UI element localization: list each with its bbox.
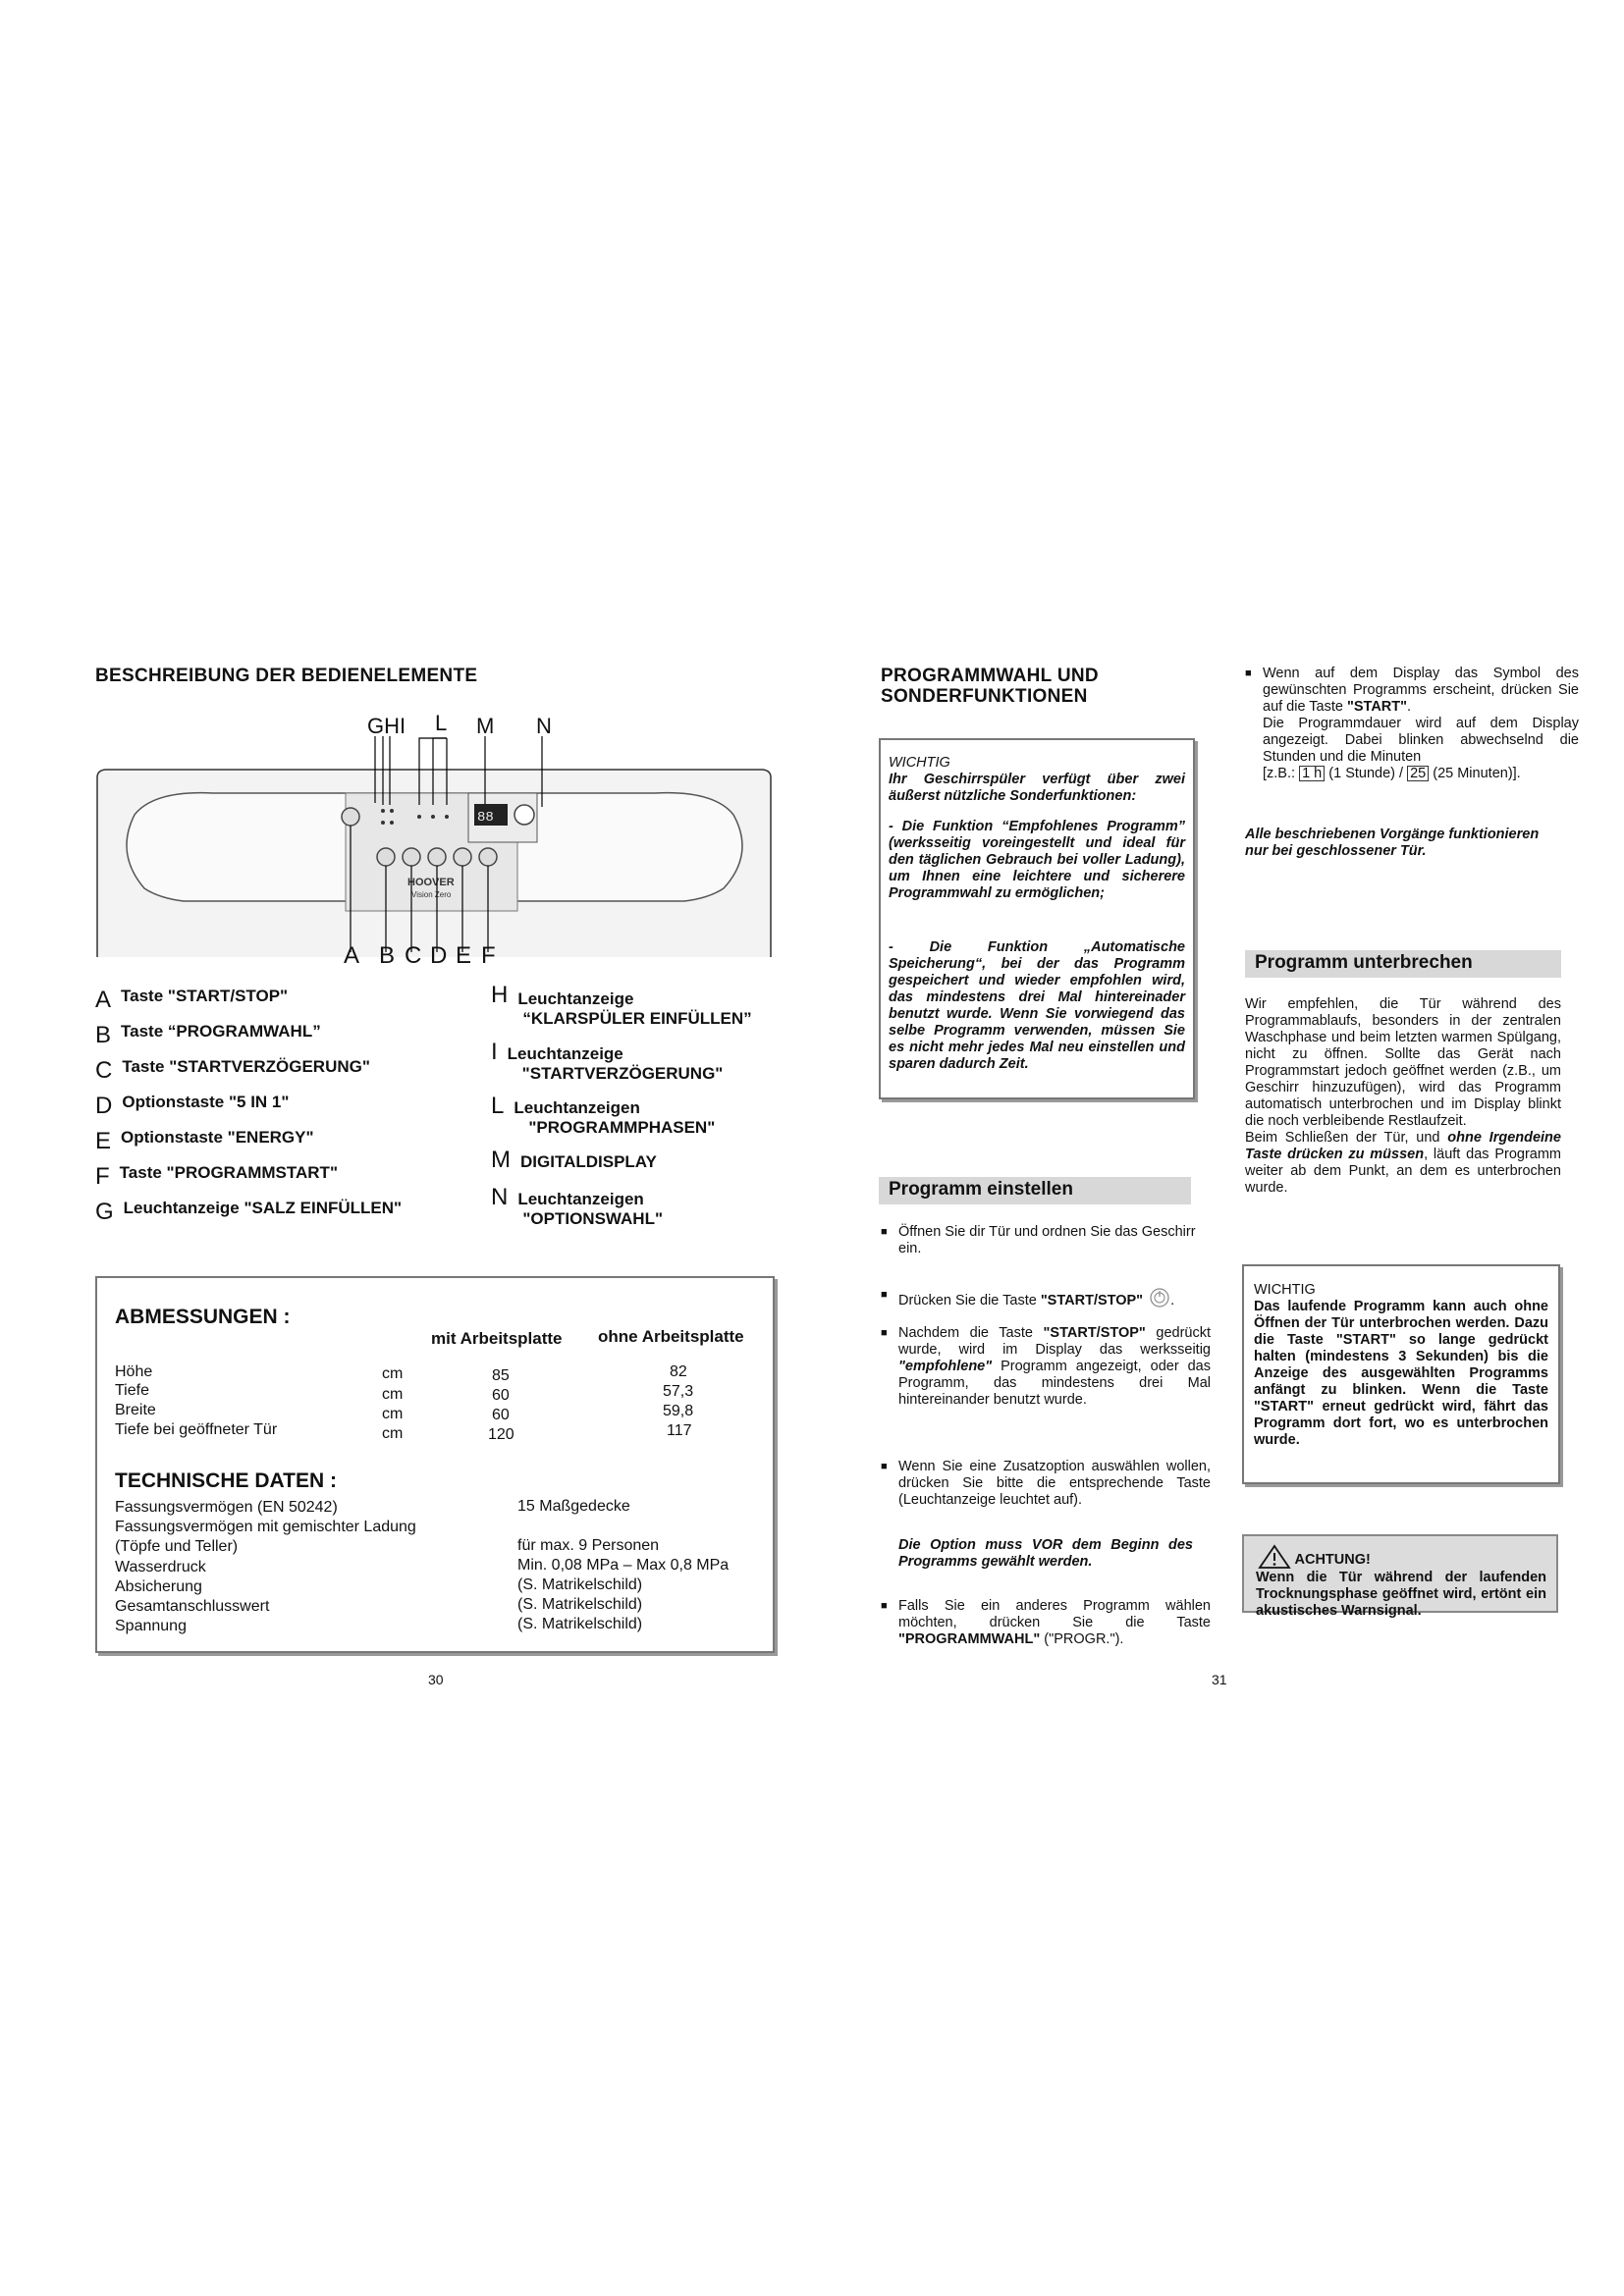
tech-value: (S. Matrikelschild) [517, 1596, 643, 1613]
legend-e: E Optionstaste "ENERGY" [95, 1128, 314, 1154]
dims-v2: 82 [670, 1363, 687, 1380]
dims-v1: 60 [492, 1407, 510, 1423]
dims-unit: cm [382, 1425, 404, 1442]
wichtig-p2: - Die Funktion „Automatische Speicherung“, bei der das Programm gespeichert und wieder empfohlen wird, das mindestens drei Mal hintereinader benutzt wurde. Wenn Sie vorwiegend das selbe Programm verwenden, müssen Sie es nicht mehr jedes Mal neu einstellen und sparen dadurch Zeit. [889, 939, 1185, 1072]
closed-door-note: Alle beschriebenen Vorgänge funktionieren nur bei geschlossener Tür. [1245, 827, 1540, 859]
start-stop-button-icon [342, 808, 359, 826]
legend-i: I Leuchtanzeige "STARTVERZÖGERUNG" [491, 1039, 724, 1083]
bullet-1: ■ Öffnen Sie dir Tür und ordnen Sie das Geschirr ein. [881, 1224, 1211, 1257]
wichtig-box-1 [879, 738, 1195, 1099]
bullet-3: ■ Nachdem die Taste "START/STOP" gedrückt wurde, wird im Display das werksseitig "empfohlene" Programm angezeigt, oder das Programm, das mindestens drei Mal hintereinander benutzt wurde. [881, 1325, 1211, 1409]
dims-unit: cm [382, 1386, 404, 1403]
wichtig-label-2: WICHTIG [1254, 1282, 1316, 1298]
warning-icon [1258, 1544, 1291, 1570]
label-d: D [430, 942, 448, 969]
start-stop-icon [1149, 1287, 1170, 1308]
section-programm-unterbrechen: Programm unterbrechen [1245, 950, 1561, 978]
legend-l: L Leuchtanzeigen "PROGRAMMPHASEN" [491, 1093, 716, 1137]
label-b: B [379, 942, 396, 969]
legend-n: N Leuchtanzeigen "OPTIONSWAHL" [491, 1184, 664, 1228]
bullet-2: ■ Drücken Sie die Taste "START/STOP" . [881, 1287, 1211, 1309]
dims-unit: cm [382, 1365, 404, 1382]
wichtig-p1: - Die Funktion “Empfohlenes Programm” (werksseitig voreingestellt und ideal für den täglichen Gebrauch bei voller Ladung), um Ihnen eine leichtere und sicherere Programmwahl zu ermöglichen; [889, 819, 1185, 901]
label-a: A [344, 942, 360, 969]
tech-label: Fassungsvermögen (EN 50242) [115, 1499, 338, 1516]
wichtig-intro: Ihr Geschirrspüler verfügt über zwei äußerst nützliche Sonderfunktionen: [889, 772, 1185, 804]
label-ghi: GHI [367, 714, 406, 738]
tech-label: Gesamtanschlusswert [115, 1598, 270, 1615]
panel-brand: HOOVER [407, 877, 455, 888]
tech-value: (S. Matrikelschild) [517, 1616, 643, 1632]
tech-label: Fassungsvermögen mit gemischter Ladung [115, 1519, 416, 1535]
right-bullet-1: ■ Wenn auf dem Display das Symbol des gewünschten Programms erscheint, drücken Sie auf die Taste "START". Die Programmdauer wird auf dem Display angezeigt. Dabei blinken abwechselnd die Stunden und die Minuten [z.B.: 1 h (1 Stunde) / 25 (25 Minuten)]. [1245, 666, 1579, 782]
page-number-31: 31 [1212, 1672, 1227, 1687]
page-number-30: 30 [428, 1672, 444, 1687]
dims-unit: cm [382, 1406, 404, 1422]
bullet-4: ■ Wenn Sie eine Zusatzoption auswählen wollen, drücken Sie bitte die entsprechende Taste (Leuchtanzeige leuchtet auf). [881, 1459, 1211, 1509]
label-l: L [435, 711, 448, 735]
tech-title: TECHNISCHE DATEN : [115, 1469, 337, 1492]
dims-v2: 57,3 [663, 1383, 694, 1400]
achtung-heading: ACHTUNG! [1258, 1544, 1371, 1570]
controls-title: BESCHREIBUNG DER BEDIENELEMENTE [95, 666, 478, 686]
wichtig-box-2 [1242, 1264, 1560, 1484]
tech-value: 15 Maßgedecke [517, 1498, 630, 1515]
tech-label: (Töpfe und Teller) [115, 1538, 239, 1555]
wichtig-text-2: Das laufende Programm kann auch ohne Öffnen der Tür unterbrochen werden. Dazu die Taste "START" so lange gedrückt halten (mindestens 3 Sekunden) bis die Anzeige des ausgewählten Programms anfängt zu blinken. Wenn die Taste "START" erneut gedrückt wird, fährt das Programm dort fort, wo es unterbrochen wurde. [1254, 1299, 1548, 1448]
program-title: PROGRAMMWAHL UND SONDERFUNKTIONEN [881, 666, 1099, 707]
dims-row: Tiefe bei geöffneter Tür [115, 1421, 278, 1438]
legend-d: D Optionstaste "5 IN 1" [95, 1093, 290, 1119]
specs-box [95, 1276, 775, 1653]
dims-v2: 59,8 [663, 1403, 694, 1419]
dims-row: Breite [115, 1402, 156, 1418]
svg-text:88: 88 [477, 810, 494, 826]
hoover-logo-icon [514, 805, 534, 825]
bullet-5: ■ Falls Sie ein anderes Programm wählen möchten, drücken Sie die Taste "PROGRAMMWAHL" ("PROGR."). [881, 1598, 1211, 1648]
dims-title: ABMESSUNGEN : [115, 1306, 291, 1328]
panel-sub: Vision Zero [411, 890, 452, 899]
dims-v2: 117 [667, 1422, 692, 1439]
legend-g: G Leuchtanzeige "SALZ EINFÜLLEN" [95, 1199, 403, 1225]
control-panel-diagram [95, 736, 773, 957]
dims-row: Höhe [115, 1363, 153, 1380]
label-c: C [405, 942, 422, 969]
legend-c: C Taste "STARTVERZÖGERUNG" [95, 1057, 370, 1084]
tech-label: Spannung [115, 1618, 187, 1634]
tech-label: Wasserdruck [115, 1559, 206, 1575]
dims-col1: mit Arbeitsplatte [431, 1329, 563, 1348]
dims-v1: 85 [492, 1367, 510, 1384]
achtung-text: Wenn die Tür während der laufenden Trocknungsphase geöffnet wird, ertönt ein akustisches Warnsignal. [1256, 1570, 1546, 1619]
interrupt-paragraph: Wir empfehlen, die Tür während des Programmablaufs, besonders in der zentralen Waschphase und beim letzten warmen Spülgang, nicht zu öffnen. Sollte das Gerät nach Programmstart jedoch geöffnet werden (z.B., um Geschirr hinzuzufügen), wird das Programm automatisch unterbrochen und im Display blinkt die noch verbleibende Restlaufzeit. Beim Schließen der Tür, und ohne Irgendeine Taste drücken zu müssen, läuft das Programm weiter ab dem Punkt, an dem es unterbrochen wurde. [1245, 996, 1561, 1196]
dims-v1: 120 [488, 1426, 514, 1443]
legend-b: B Taste “PROGRAMWAHL” [95, 1022, 321, 1048]
label-e: E [456, 942, 472, 969]
wichtig-label: WICHTIG [889, 755, 950, 771]
dims-col2: ohne Arbeitsplatte [598, 1327, 744, 1346]
legend-h: H Leuchtanzeige “KLARSPÜLER EINFÜLLEN” [491, 982, 752, 1028]
legend-m: M DIGITALDISPLAY [491, 1147, 657, 1173]
achtung-box [1242, 1534, 1558, 1619]
section-programm-einstellen: Programm einstellen [879, 1177, 1191, 1204]
tech-label: Absicherung [115, 1578, 202, 1595]
tech-value: Min. 0,08 MPa – Max 0,8 MPa [517, 1557, 730, 1574]
label-n: N [536, 714, 552, 738]
option-note: Die Option muss VOR dem Beginn des Programms gewählt werden. [898, 1537, 1193, 1570]
tech-value: für max. 9 Personen [517, 1537, 660, 1554]
legend-f: F Taste "PROGRAMMSTART" [95, 1163, 338, 1190]
legend-a: A Taste "START/STOP" [95, 987, 289, 1013]
dims-row: Tiefe [115, 1382, 149, 1399]
label-f: F [481, 942, 496, 969]
label-m: M [476, 714, 495, 738]
dims-v1: 60 [492, 1387, 510, 1404]
tech-value: (S. Matrikelschild) [517, 1576, 643, 1593]
